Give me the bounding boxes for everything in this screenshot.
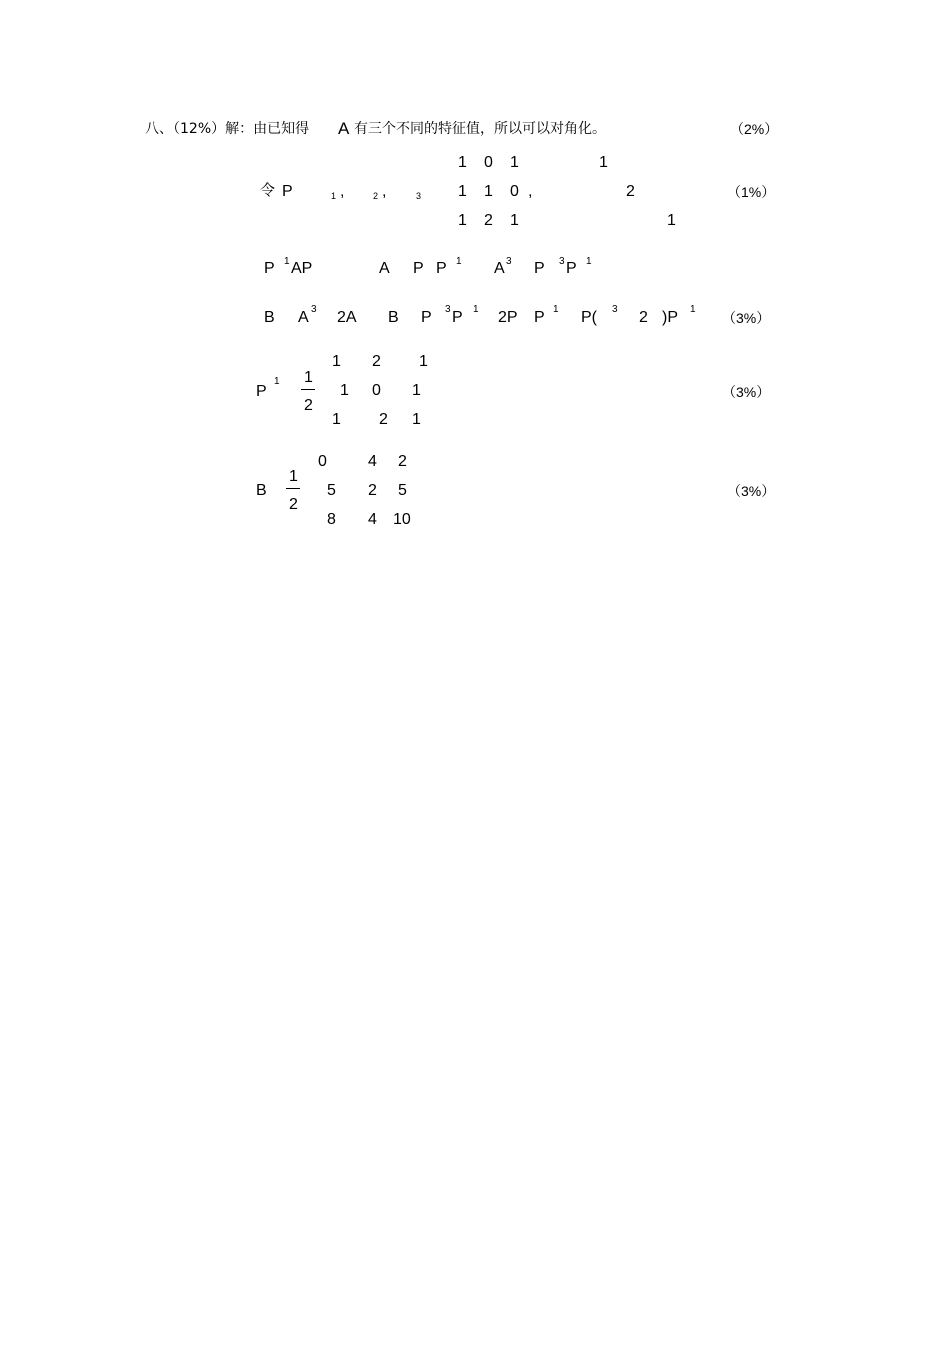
pinv-r3c3: 1 xyxy=(412,411,421,428)
header-prefix: 八、（12%）解：由已知得 xyxy=(145,121,310,137)
comma-2: , xyxy=(382,183,387,200)
fraction-bar xyxy=(286,488,300,489)
ap-text: AP xyxy=(291,260,313,277)
b-r1c1: 0 xyxy=(318,453,327,470)
ling-text: 令 xyxy=(260,181,276,199)
p-matrix-r3c3: 1 xyxy=(510,212,519,229)
b-r3c2: 4 xyxy=(368,511,377,528)
p-symbol: P xyxy=(282,183,293,200)
sup-inv-2: 1 xyxy=(553,304,559,315)
score-3pct-b: （3%） xyxy=(722,384,771,400)
p-matrix-r3c2: 2 xyxy=(484,212,493,229)
sup-inv: 1 xyxy=(284,256,290,267)
sub-3: 3 xyxy=(416,191,422,201)
sup-3b: 3 xyxy=(559,256,565,267)
b-r2c2: 2 xyxy=(368,482,377,499)
b-r1c3: 2 xyxy=(398,453,407,470)
fraction-bar xyxy=(301,389,315,390)
sub-1: 1 xyxy=(331,191,337,201)
lambda-2: 2 xyxy=(626,183,635,200)
pinv-r2c1: 1 xyxy=(340,382,349,399)
p-symbol-3: P xyxy=(534,309,545,326)
lambda-3: 1 xyxy=(667,212,676,229)
b-r2c1: 5 xyxy=(327,482,336,499)
two-a: 2A xyxy=(337,309,357,326)
sup-3c: 3 xyxy=(612,304,618,315)
sup-inv: 1 xyxy=(473,304,479,315)
two-p: 2P xyxy=(498,309,518,326)
comma-1: , xyxy=(340,183,345,200)
pinv-r3c1: 1 xyxy=(332,411,341,428)
p-paren: P( xyxy=(581,309,597,326)
sup-inv: 1 xyxy=(274,376,280,387)
p-symbol-5: P xyxy=(566,260,577,277)
p-matrix-r3c1: 1 xyxy=(458,212,467,229)
score-2pct: （2%） xyxy=(730,121,779,137)
lambda-1: 1 xyxy=(599,154,608,171)
sup-3: 3 xyxy=(311,304,317,315)
b-r3c3: 10 xyxy=(393,511,411,528)
pinv-r2c3: 1 xyxy=(412,382,421,399)
sup-inv-2: 1 xyxy=(456,256,462,267)
b-symbol: B xyxy=(264,309,275,326)
p-symbol-3: P xyxy=(436,260,447,277)
b-r3c1: 8 xyxy=(327,511,336,528)
b-symbol: B xyxy=(256,482,267,499)
fraction-numerator: 1 xyxy=(289,468,298,485)
score-1pct: （1%） xyxy=(727,184,776,200)
pinv-r1c1: 1 xyxy=(332,353,341,370)
two-literal: 2 xyxy=(639,309,648,326)
pinv-r2c2: 0 xyxy=(372,382,381,399)
sup-inv-3: 1 xyxy=(586,256,592,267)
p-symbol-4: P xyxy=(534,260,545,277)
fraction-numerator: 1 xyxy=(304,369,313,386)
p-matrix-r1c1: 1 xyxy=(458,154,467,171)
p-symbol: P xyxy=(256,383,267,400)
sup-3b: 3 xyxy=(445,304,451,315)
fraction-denominator: 2 xyxy=(289,496,298,513)
b-symbol-2: B xyxy=(388,309,399,326)
sub-2: 2 xyxy=(373,191,379,201)
p-matrix-r2c1: 1 xyxy=(458,183,467,200)
a-symbol: A xyxy=(379,260,390,277)
b-r2c3: 5 xyxy=(398,482,407,499)
pinv-r1c3: 1 xyxy=(419,353,428,370)
pinv-r3c2: 2 xyxy=(379,411,388,428)
p-matrix-r1c2: 0 xyxy=(484,154,493,171)
header-rest: 有三个不同的特征值，所以可以对角化。 xyxy=(354,121,606,137)
header-matrix-a: A xyxy=(338,119,350,138)
sup-inv-3: 1 xyxy=(690,304,696,315)
b-r1c2: 4 xyxy=(368,453,377,470)
fraction-denominator: 2 xyxy=(304,397,313,414)
trailing-comma: , xyxy=(528,183,533,200)
a-cubed: A xyxy=(494,260,505,277)
p-symbol: P xyxy=(264,260,275,277)
score-3pct-a: （3%） xyxy=(722,310,771,326)
sup-3: 3 xyxy=(506,256,512,267)
p-symbol-2: P xyxy=(413,260,424,277)
a-symbol: A xyxy=(298,309,309,326)
p-matrix-r2c3: 0 xyxy=(510,183,519,200)
close-p: )P xyxy=(662,309,678,326)
score-3pct-c: （3%） xyxy=(727,483,776,499)
p-matrix-r2c2: 1 xyxy=(484,183,493,200)
p-matrix-r1c3: 1 xyxy=(510,154,519,171)
p-symbol-2: P xyxy=(452,309,463,326)
p-symbol: P xyxy=(421,309,432,326)
pinv-r1c2: 2 xyxy=(372,353,381,370)
